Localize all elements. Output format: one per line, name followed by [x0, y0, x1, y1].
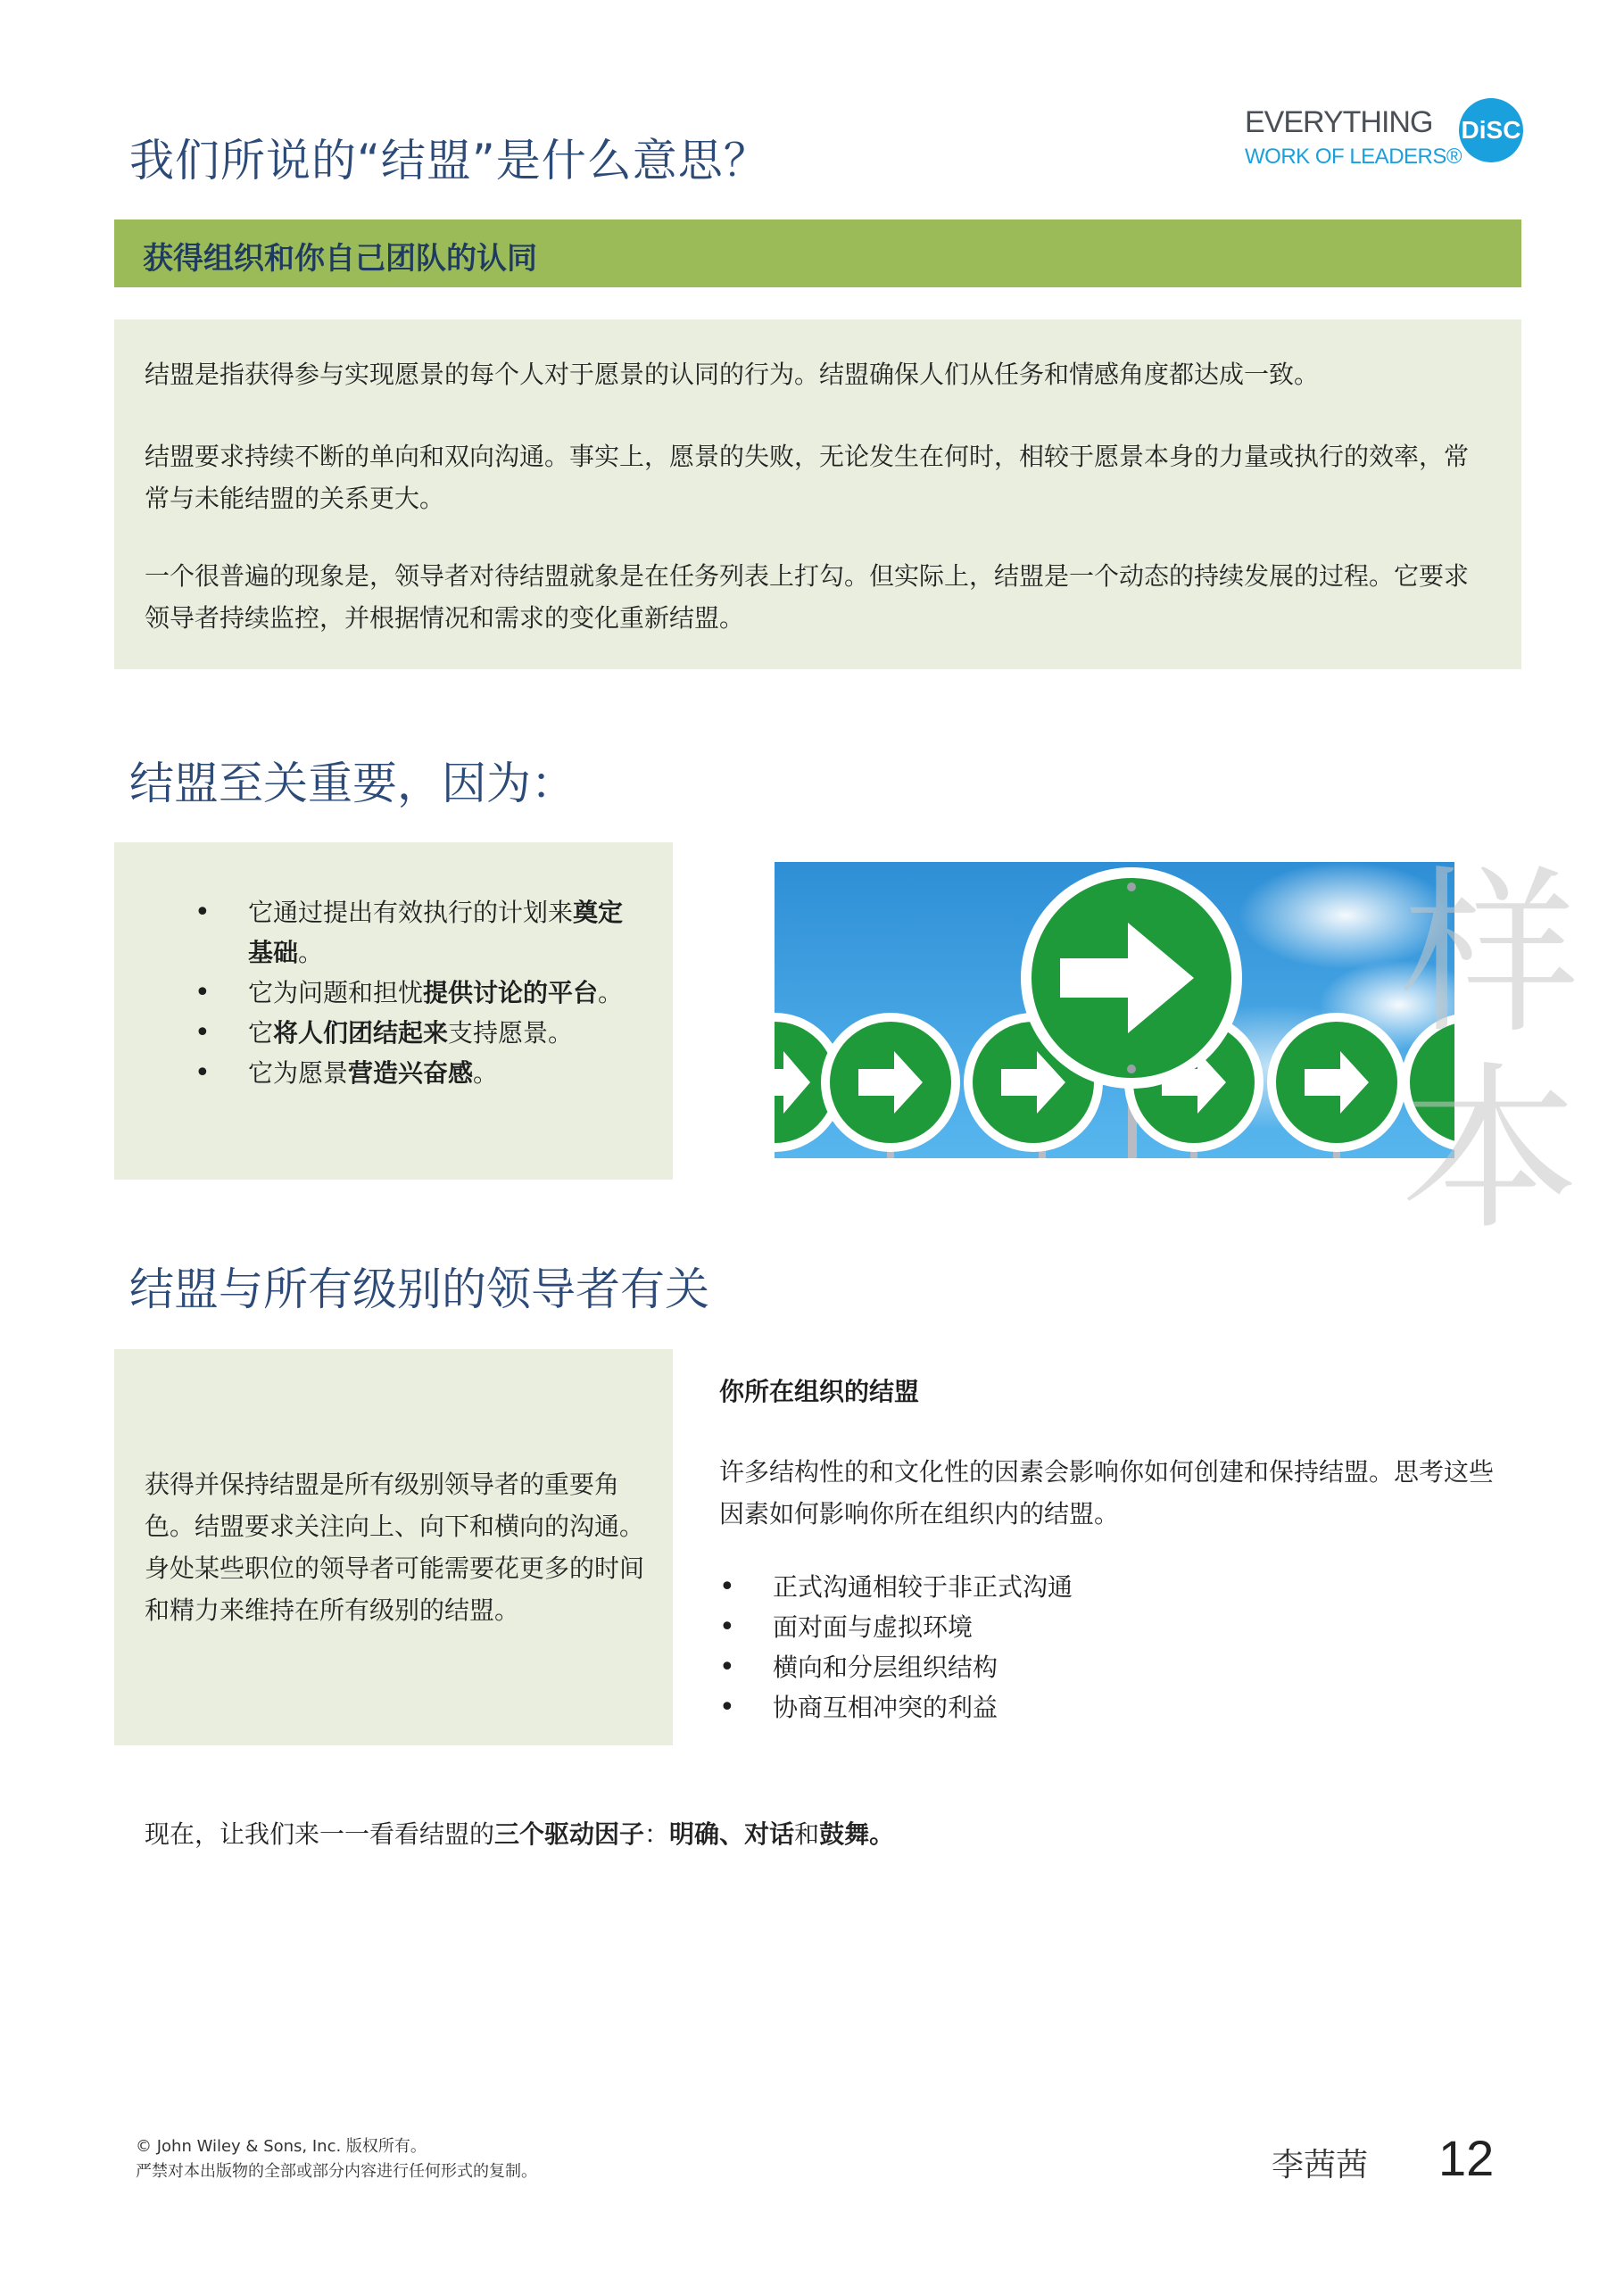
small-arrow-sign-2: [821, 1013, 960, 1152]
intro-paragraph-1: 结盟是指获得参与实现愿景的每个人对于愿景的认同的行为。结盟确保人们从任务和情感角度都达成一致。: [145, 360, 1320, 389]
list-item: • 横向和分层组织结构: [719, 1647, 1504, 1687]
banner-text: 获得组织和你自己团队的认同: [143, 241, 537, 277]
list-item: • 它将人们团结起来支持愿景。: [195, 1013, 641, 1053]
everything-disc-logo: [1245, 98, 1521, 187]
org-factors-list: [719, 1567, 1504, 1727]
all-levels-paragraph: 获得并保持结盟是所有级别领导者的重要角色。结盟要求关注向上、向下和横向的沟通。身处某些职位的领导者可能需要花更多的时间和精力来维持在所有级别的结盟。: [145, 1470, 645, 1625]
closing-line: 现在，让我们来一一看看结盟的三个驱动因子：明确、对话和鼓舞。: [145, 1819, 895, 1849]
list-item: • 它为愿景营造兴奋感。: [195, 1053, 641, 1093]
intro-paragraph-3: 一个很普遍的现象是，领导者对待结盟就象是在任务列表上打勾。但实际上，结盟是一个动态的持续发展的过程。它要求领导者持续监控，并根据情况和需求的变化重新结盟。: [145, 561, 1470, 633]
logo-work-of-leaders-text: WORK OF LEADERS®: [1245, 145, 1462, 169]
section-banner: [114, 220, 1521, 287]
footer-user-name: 李茜茜: [1272, 2147, 1369, 2183]
intro-box: [114, 319, 1521, 669]
list-item: • 面对面与虚拟环境: [719, 1607, 1504, 1647]
list-item: • 协商互相冲突的利益: [719, 1687, 1504, 1727]
list-item: • 正式沟通相较于非正式沟通: [719, 1567, 1504, 1607]
all-levels-box: [114, 1349, 673, 1745]
sample-watermark: [1383, 850, 1597, 1267]
list-item: • 它为问题和担忧提供讨论的平台。: [195, 973, 641, 1013]
org-alignment-paragraph: 许多结构性的和文化性的因素会影响你如何创建和保持结盟。思考这些因素如何影响你所在组织内的结盟。: [719, 1457, 1495, 1529]
section-heading-importance: 结盟至关重要，因为：: [129, 758, 576, 809]
org-alignment-subheading: 你所在组织的结盟: [719, 1377, 920, 1406]
section-heading-all-levels: 结盟与所有级别的领导者有关: [129, 1263, 709, 1315]
page-number: 12: [1438, 2130, 1495, 2186]
copyright-notice: [136, 2134, 537, 2184]
logo-everything-text: EVERYTHING: [1245, 105, 1433, 139]
intro-paragraph-2: 结盟要求持续不断的单向和双向沟通。事实上，愿景的失败，无论发生在何时，相较于愿景本身的力量或执行的效率，常常与未能结盟的关系更大。: [145, 442, 1470, 513]
page-title: 我们所说的“结盟”是什么意思？: [129, 135, 769, 186]
list-item: • 它通过提出有效执行的计划来奠定基础。: [195, 892, 641, 973]
copyright-line-1: © John Wiley & Sons, Inc. 版权所有。: [136, 2137, 427, 2156]
copyright-line-2: 严禁对本出版物的全部或部分内容进行任何形式的复制。: [136, 2162, 537, 2181]
large-arrow-sign: [1021, 867, 1242, 1089]
arrow-signs-photo: [775, 862, 1454, 1158]
importance-box: [114, 842, 673, 1180]
watermark-text: 样本: [1401, 850, 1580, 1255]
logo-disc-badge: DiSC: [1459, 98, 1523, 162]
importance-list: [195, 892, 641, 1093]
